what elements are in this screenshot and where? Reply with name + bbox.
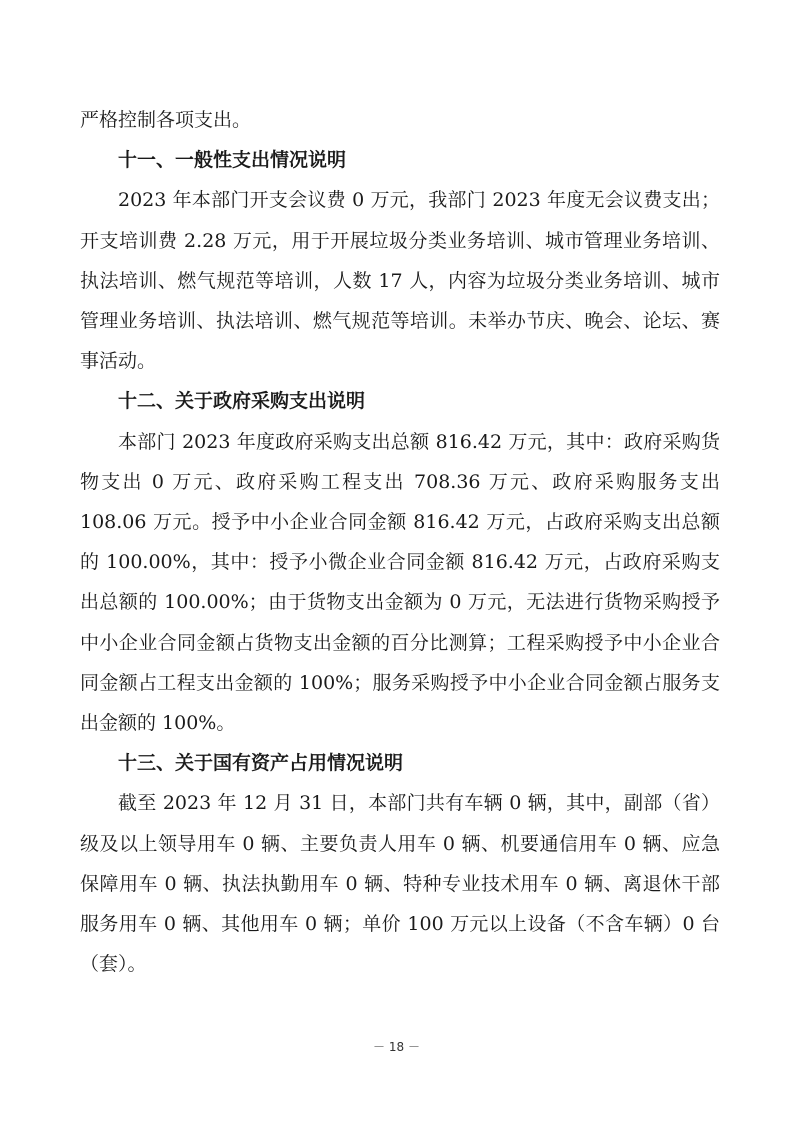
document-body (80, 100, 720, 984)
section-heading-government-procurement: 十二、关于政府采购支出说明 (118, 390, 366, 413)
page-number: － 18 － (373, 1040, 420, 1054)
paragraph-state-assets: 截至 2023 年 12 月 31 日，本部门共有车辆 0 辆，其中，副部（省）级及以上领导用车 0 辆、主要负责人用车 0 辆、机要通信用车 0 辆、应急保障用车 0 辆、执法执勤用车 0 辆、特种专业技术用车 0 辆、离退休干部服务用车 0 辆、其他用车 0 辆；单价 100 万元以上设备（不含车辆）0 台（套）。 (80, 792, 720, 976)
paragraph-government-procurement: 本部门 2023 年度政府采购支出总额 816.42 万元，其中：政府采购货物支出 0 万元、政府采购工程支出 708.36 万元、政府采购服务支出 108.06 万元。授予中小企业合同金额 816.42 万元，占政府采购支出总额的 100.00%，其中：授予小微企业合同金额 816.42 万元，占政府采购支出总额的 100.00%；由于货物支出金额为 0 万元，无法进行货物采购授予中小企业合同金额占货物支出金额的百分比测算；工程采购授予中小企业合同金额占工程支出金额的 100%；服务采购授予中小企业合同金额占服务支出金额的 100%。 (80, 430, 720, 735)
paragraph-general-expenditure: 2023 年本部门开支会议费 0 万元，我部门 2023 年度无会议费支出；开支培训费 2.28 万元，用于开展垃圾分类业务培训、城市管理业务培训、执法培训、燃气规范等培训，人数 17 人，内容为垃圾分类业务培训、城市管理业务培训、执法培训、燃气规范等培训。未举办节庆、晚会、论坛、赛事活动。 (80, 189, 720, 373)
section-heading-general-expenditure: 十一、一般性支出情况说明 (118, 149, 347, 172)
paragraph-closing-line: 严格控制各项支出。 (80, 109, 252, 131)
section-heading-state-assets: 十三、关于国有资产占用情况说明 (118, 752, 404, 775)
